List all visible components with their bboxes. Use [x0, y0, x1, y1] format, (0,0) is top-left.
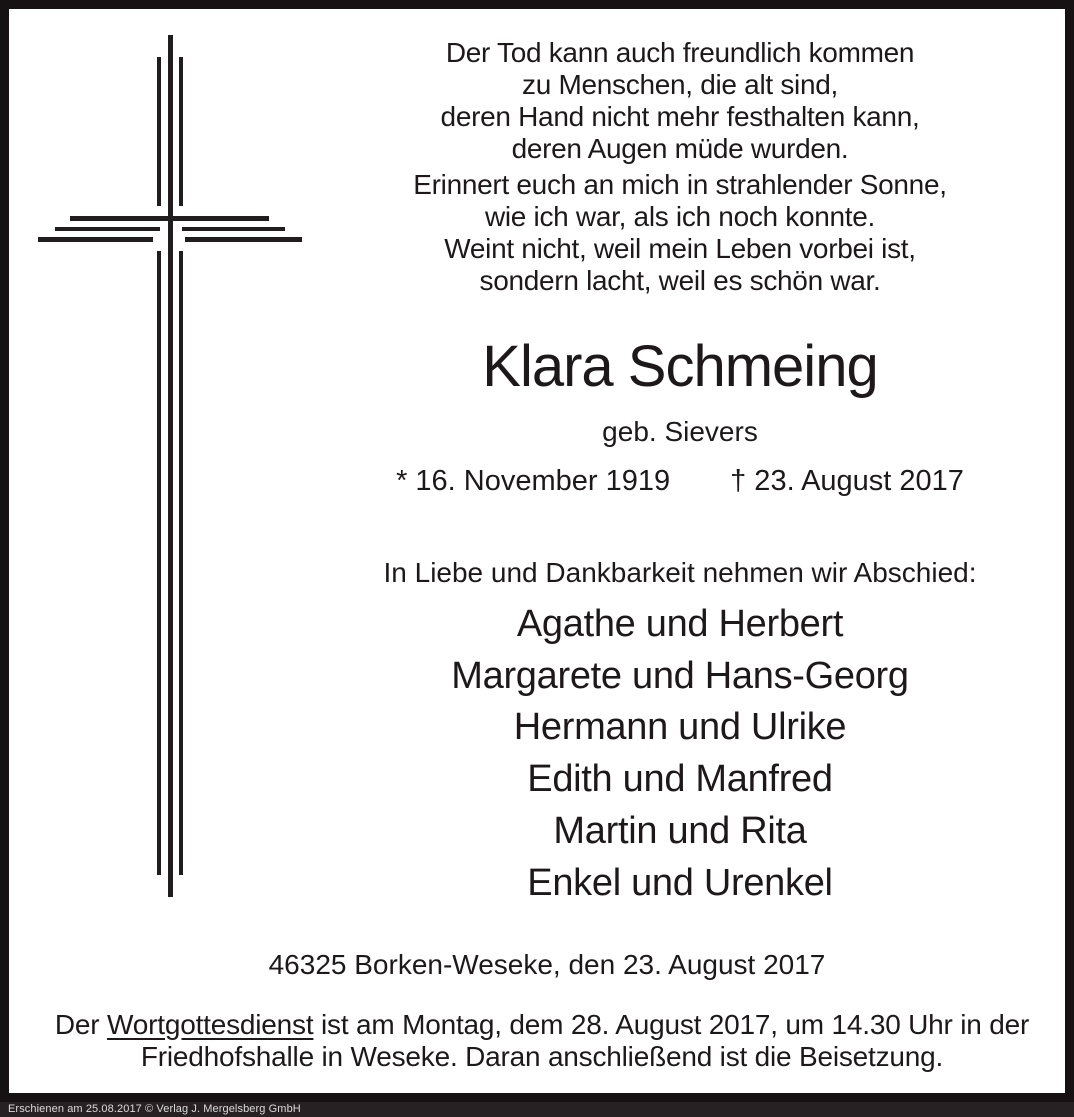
mourner-line: Martin und Rita — [553, 809, 807, 852]
poem-stanza-2 — [300, 169, 1060, 297]
place-date-line: 46325 Borken-Weseke, den 23. August 2017 — [268, 949, 826, 980]
main-content — [300, 9, 1060, 1093]
farewell-intro: In Liebe und Dankbarkeit nehmen wir Abschied: — [383, 557, 977, 588]
memorial-cross-icon — [38, 35, 304, 897]
memorial-poem — [300, 37, 1060, 297]
maiden-name: geb. Sievers — [602, 416, 758, 447]
service-type-underlined: Wortgottesdienst — [107, 1009, 314, 1040]
birth-date: * 16. November 1919 — [396, 465, 671, 497]
publisher-imprint-bar — [0, 1102, 1074, 1117]
service-notice-line-1 — [29, 1009, 1055, 1041]
service-details: ist am Montag, dem 28. August 2017, um 14.30 Uhr in der — [321, 1009, 1030, 1040]
service-notice-line-2: Friedhofshalle in Weseke. Daran anschließend ist die Beisetzung. — [140, 1041, 944, 1072]
death-date: † 23. August 2017 — [730, 465, 964, 497]
poem-line: deren Hand nicht mehr festhalten kann, — [440, 101, 920, 132]
mourners-list — [300, 599, 1060, 909]
service-prefix: Der — [54, 1009, 100, 1040]
poem-line: zu Menschen, die alt sind, — [522, 69, 838, 100]
poem-line: wie ich war, als ich noch konnte. — [484, 201, 876, 232]
imprint-text: Erschienen am 25.08.2017 © Verlag J. Mergelsberg GmbH — [8, 1103, 301, 1115]
life-dates — [300, 465, 1060, 497]
poem-line: Der Tod kann auch freundlich kommen — [445, 37, 915, 68]
mourner-line: Hermann und Ulrike — [513, 706, 847, 749]
mourner-line: Margarete und Hans-Georg — [451, 654, 909, 697]
poem-line: Erinnert euch an mich in strahlender Sonne, — [413, 169, 947, 200]
poem-line: deren Augen müde wurden. — [511, 133, 849, 164]
deceased-name: Klara Schmeing — [482, 334, 878, 399]
mourner-line: Edith und Manfred — [527, 758, 833, 801]
poem-line: sondern lacht, weil es schön war. — [479, 265, 881, 296]
poem-line: Weint nicht, weil mein Leben vorbei ist, — [444, 233, 916, 264]
poem-stanza-1 — [300, 37, 1060, 165]
service-notice — [29, 1009, 1055, 1073]
mourner-line: Enkel und Urenkel — [527, 861, 833, 904]
mourner-line: Agathe und Herbert — [516, 603, 844, 645]
